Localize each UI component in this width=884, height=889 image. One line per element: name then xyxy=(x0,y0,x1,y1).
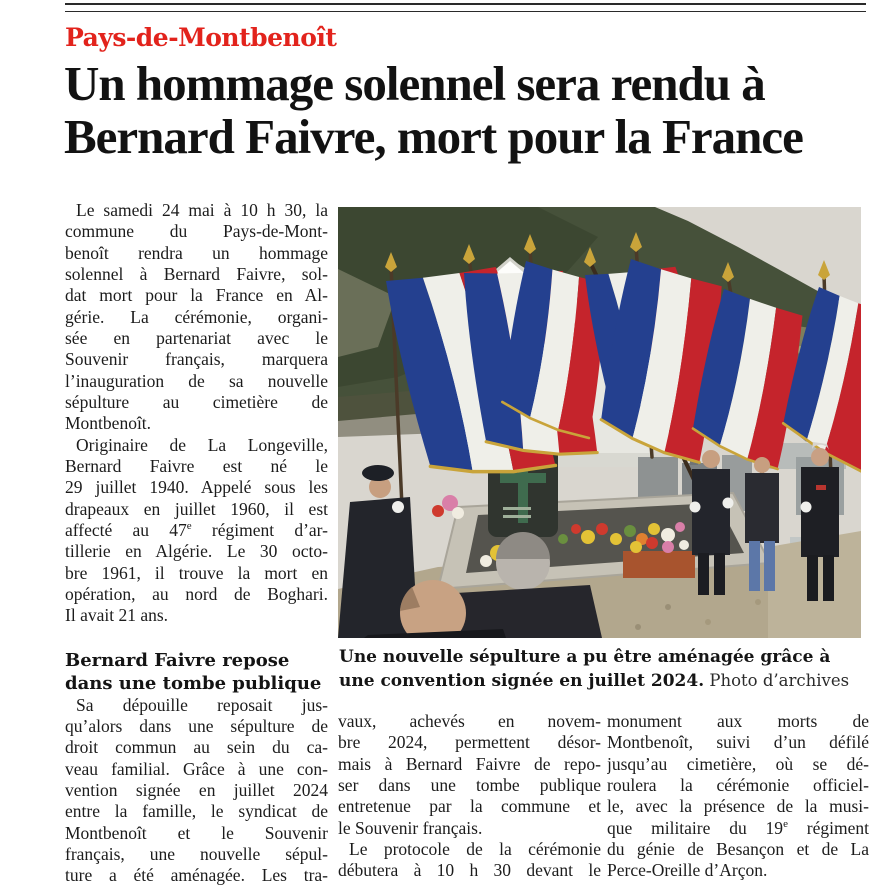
article-line: sépulture au cimetière de xyxy=(65,391,328,412)
headline-line-2: Bernard Faivre, mort pour la France xyxy=(64,109,803,164)
article-line: tillerie en Algérie. Le 30 octo- xyxy=(65,541,328,562)
article-line: bre 1961, il trouve la mort en xyxy=(65,562,328,583)
article-line: ser dans une tombe publique xyxy=(338,774,601,795)
top-rule xyxy=(65,3,866,5)
article-line: sée en partenariat avec le xyxy=(65,327,328,348)
article-column-3 xyxy=(607,711,869,882)
article-line: affecté au 47e régiment d’ar- xyxy=(65,519,328,540)
article-line: Le protocole de la cérémonie xyxy=(349,838,601,859)
article-line: Originaire de La Longeville, xyxy=(76,434,328,455)
article-photo xyxy=(338,207,861,638)
article-line: entretenue par la commune et xyxy=(338,796,601,817)
section-kicker: Pays-de-Montbenoît xyxy=(65,23,337,52)
article-line: bre 2024, permettent désor- xyxy=(338,732,601,753)
paragraph-gap xyxy=(65,627,328,649)
article-line: vention signée en juillet 2024 xyxy=(65,779,328,800)
article-line: vaux, achevés en novem- xyxy=(338,711,601,731)
top-rule-secondary xyxy=(65,11,866,12)
article-line: monument aux morts de xyxy=(607,711,869,731)
article-line: Il avait 21 ans. xyxy=(65,605,169,626)
article-headline xyxy=(64,57,870,163)
article-line: du génie de Besançon et de La xyxy=(607,838,869,859)
article-line: que militaire du 19e régiment xyxy=(607,817,869,838)
article-line: benoît rendra un hommage xyxy=(65,242,328,263)
article-line: Montbenoît, suivi d’un défilé xyxy=(607,732,869,753)
article-line: Le samedi 24 mai à 10 h 30, la xyxy=(76,200,328,220)
article-line: qu’alors dans une sépulture de xyxy=(65,715,328,736)
article-line: roulera la cérémonie officiel- xyxy=(607,774,869,795)
article-line: français, une nouvelle sépul- xyxy=(65,843,328,864)
article-line: Bernard Faivre est né le xyxy=(65,455,328,476)
caption-text: Une nouvelle sépulture a pu être aménagée grâce à une convention signée en juillet 2024. xyxy=(339,647,831,691)
article-line: ture a été aménagée. Les tra- xyxy=(65,865,328,886)
photo-illustration xyxy=(338,207,861,638)
article-line: Sa dépouille reposait jus- xyxy=(76,694,328,715)
article-line: le Souvenir français. xyxy=(338,817,483,838)
article-line: mais à Bernard Faivre de repo- xyxy=(338,753,601,774)
article-line: Souvenir français, marquera xyxy=(65,349,328,370)
article-line: drapeaux en juillet 1960, il est xyxy=(65,498,328,519)
article-line: le, avec la présence de la musi- xyxy=(607,796,869,817)
article-line: 29 juillet 1940. Appelé sous les xyxy=(65,477,328,498)
article-line: Montbenoît. xyxy=(65,413,152,434)
article-line: opération, au nord de Boghari. xyxy=(65,583,328,604)
article-line: Perce-Oreille d’Arçon. xyxy=(607,860,768,881)
article-line: droit commun au sein du ca- xyxy=(65,737,328,758)
caption-credit: Photo d’archives xyxy=(704,671,850,690)
article-subhead-line: dans une tombe publique xyxy=(65,672,322,694)
article-line: solennel à Bernard Faivre, sol- xyxy=(65,263,328,284)
article-column-2 xyxy=(338,711,601,882)
article-line: dat mort pour la France en Al- xyxy=(65,285,328,306)
article-line: l’inauguration de sa nouvelle xyxy=(65,370,328,391)
article-line: commune du Pays-de-Mont- xyxy=(65,221,328,242)
article-line: Montbenoît et le Souvenir xyxy=(65,822,328,843)
article-line: veau familial. Grâce à une con- xyxy=(65,758,328,779)
headline-line-1: Un hommage solennel sera rendu à xyxy=(64,56,765,111)
article-line: gérie. La cérémonie, organi- xyxy=(65,306,328,327)
photo-caption xyxy=(339,646,862,693)
article-line: jusqu’au cimetière, où se dé- xyxy=(607,753,869,774)
article-line: débutera à 10 h 30 devant le xyxy=(338,860,601,881)
article-column-1 xyxy=(65,200,328,887)
article-line: entre la famille, le syndicat de xyxy=(65,801,328,822)
article-subhead-line: Bernard Faivre repose xyxy=(65,649,290,671)
